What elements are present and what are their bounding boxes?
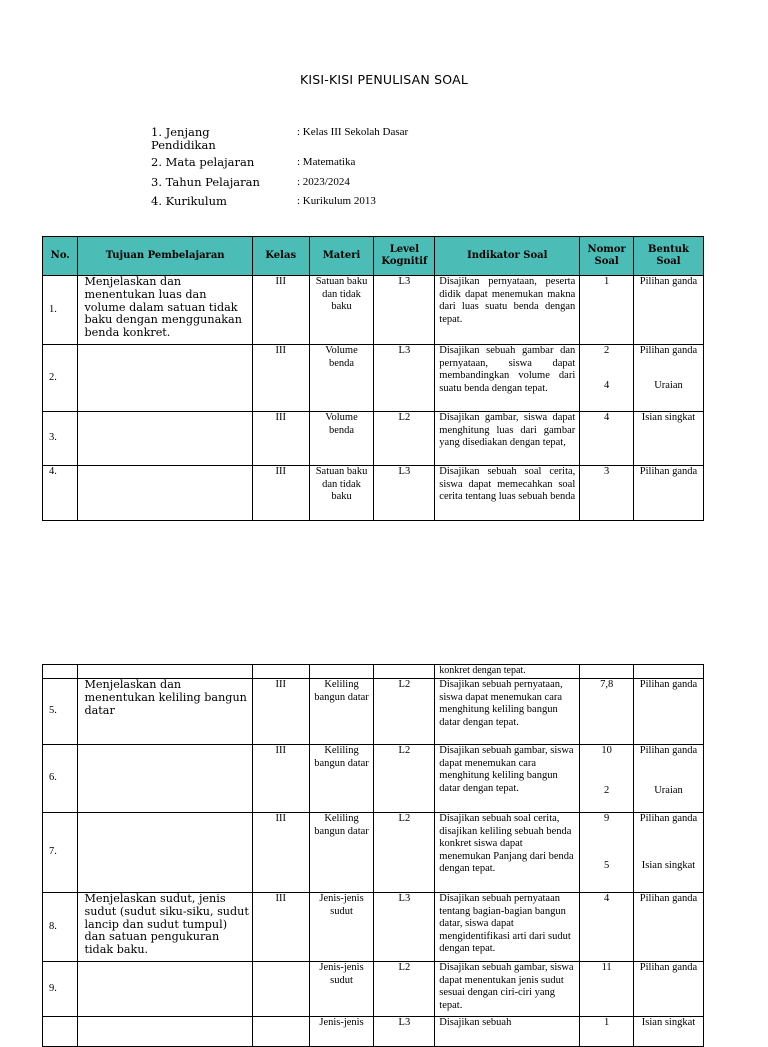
cell-tujuan: [78, 745, 252, 813]
cell-kelas: III: [252, 345, 309, 412]
cell-indikator: Disajikan gambar, siswa dapat menghitung luas dari gambar yang disediakan dengan tepat,: [435, 412, 580, 466]
cell-tujuan: [78, 412, 252, 466]
cell-no: [43, 665, 78, 679]
cell-indikator: Disajikan sebuah soal cerita, siswa dapat memecahkan soal cerita tentang luas sebuah benda: [435, 466, 580, 521]
cell-no: 4.: [43, 466, 78, 521]
cell-bentuk: [633, 345, 703, 412]
bentuk-second: Uraian: [654, 379, 683, 391]
cell-nomor: 11: [580, 962, 634, 1017]
cell-nomor: 1: [580, 1017, 634, 1047]
cell-kelas: III: [252, 745, 309, 813]
cell-indikator: Disajikan sebuah gambar, siswa dapat menemukan cara menghitung keliling bangun datar dengan tepat.: [435, 745, 580, 813]
meta-label: 2. Mata pelajaran: [151, 155, 255, 169]
cell-level: L3: [374, 893, 435, 962]
cell-bentuk: [633, 665, 703, 679]
cell-indikator: Disajikan sebuah gambar dan pernyataan, siswa dapat membandingkan volume dari suatu benda dengan tepat.: [435, 345, 580, 412]
kisi-table-page-1: [42, 236, 704, 521]
cell-bentuk: Pilihan ganda: [633, 679, 703, 745]
cell-kelas: III: [252, 679, 309, 745]
cell-materi: Keliling bangun datar: [309, 745, 374, 813]
cell-kelas: [252, 1017, 309, 1047]
cell-kelas: [252, 962, 309, 1017]
table-row-continued: [43, 665, 704, 679]
cell-indikator: konkret dengan tepat.: [435, 665, 580, 679]
cell-no: 8.: [43, 893, 78, 962]
header-level: Level Kognitif: [374, 237, 435, 276]
cell-level: L2: [374, 813, 435, 893]
header-kelas: Kelas: [252, 237, 309, 276]
cell-materi: Satuan baku dan tidak baku: [309, 466, 374, 521]
meta-value: : 2023/2024: [297, 176, 350, 188]
nomor-second: 5: [604, 859, 610, 871]
cell-kelas: III: [252, 412, 309, 466]
cell-bentuk: Pilihan ganda: [633, 466, 703, 521]
header-no: No.: [43, 237, 78, 276]
header-tujuan: Tujuan Pembelajaran: [78, 237, 252, 276]
cell-materi: Jenis-jenis sudut: [309, 893, 374, 962]
cell-tujuan: [78, 345, 252, 412]
cell-materi: [309, 665, 374, 679]
cell-level: L3: [374, 276, 435, 345]
cell-no: 3.: [43, 412, 78, 466]
cell-kelas: [252, 665, 309, 679]
cell-nomor: 7,8: [580, 679, 634, 745]
cell-materi: Satuan baku dan tidak baku: [309, 276, 374, 345]
cell-no: 2.: [43, 345, 78, 412]
table-row: [43, 893, 704, 962]
cell-kelas: III: [252, 813, 309, 893]
cell-materi: Jenis-jenis sudut: [309, 962, 374, 1017]
meta-label: 3. Tahun Pelajaran: [151, 175, 260, 189]
cell-kelas: III: [252, 466, 309, 521]
table-row: [43, 962, 704, 1017]
cell-tujuan: [78, 665, 252, 679]
cell-no: 1.: [43, 276, 78, 345]
cell-bentuk: [633, 745, 703, 813]
cell-tujuan: Menjelaskan dan menentukan luas dan volume dalam satuan tidak baku dengan menggunakan benda konkret.: [78, 276, 252, 345]
nomor-second: 4: [604, 379, 610, 391]
bentuk-first: Pilihan ganda: [639, 813, 698, 824]
cell-materi: Keliling bangun datar: [309, 679, 374, 745]
cell-materi: Volume benda: [309, 345, 374, 412]
cell-no: 6.: [43, 745, 78, 813]
cell-indikator: Disajikan sebuah pernyataan, siswa dapat menemukan cara menghitung keliling bangun datar dengan tepat.: [435, 679, 580, 745]
cell-nomor: [580, 345, 634, 412]
cell-nomor: 4: [580, 412, 634, 466]
cell-bentuk: Pilihan ganda: [633, 276, 703, 345]
cell-tujuan: [78, 962, 252, 1017]
cell-indikator: Disajikan pernyataan, peserta didik dapat menemukan makna dari luas suatu benda dengan tepat.: [435, 276, 580, 345]
nomor-first: 9: [604, 813, 610, 824]
bentuk-second: Uraian: [654, 784, 683, 796]
cell-level: L3: [374, 345, 435, 412]
table-row: [43, 276, 704, 345]
nomor-first: 10: [601, 745, 612, 756]
cell-no: 7.: [43, 813, 78, 893]
table-row: [43, 345, 704, 412]
header-materi: Materi: [309, 237, 374, 276]
meta-value: : Kelas III Sekolah Dasar: [297, 126, 409, 138]
table-row: [43, 1017, 704, 1047]
cell-level: L2: [374, 412, 435, 466]
cell-tujuan: [78, 466, 252, 521]
header-bentuk: Bentuk Soal: [633, 237, 703, 276]
cell-indikator: Disajikan sebuah pernyataan tentang bagian-bagian bangun datar, siswa dapat mengidentifikasi arti dari sudut dengan tepat.: [435, 893, 580, 962]
meta-label: 1. Jenjang Pendidikan: [151, 125, 216, 152]
cell-indikator: Disajikan sebuah: [435, 1017, 580, 1047]
cell-bentuk: Isian singkat: [633, 412, 703, 466]
document-title: KISI-KISI PENULISAN SOAL: [300, 72, 468, 87]
bentuk-second: Isian singkat: [641, 859, 696, 871]
meta-label: 4. Kurikulum: [151, 194, 227, 208]
cell-kelas: III: [252, 893, 309, 962]
table-row: [43, 745, 704, 813]
cell-level: L2: [374, 962, 435, 1017]
cell-tujuan: [78, 813, 252, 893]
cell-level: [374, 665, 435, 679]
cell-materi: Volume benda: [309, 412, 374, 466]
cell-nomor: [580, 745, 634, 813]
table-header-row: [43, 237, 704, 276]
table-row: [43, 679, 704, 745]
bentuk-first: Pilihan ganda: [639, 345, 698, 356]
cell-bentuk: Pilihan ganda: [633, 962, 703, 1017]
cell-tujuan: Menjelaskan sudut, jenis sudut (sudut siku-siku, sudut lancip dan sudut tumpul) dan satuan pengukuran tidak baku.: [78, 893, 252, 962]
cell-nomor: 1: [580, 276, 634, 345]
cell-no: [43, 1017, 78, 1047]
cell-bentuk: Pilihan ganda: [633, 893, 703, 962]
cell-level: L2: [374, 679, 435, 745]
cell-level: L3: [374, 466, 435, 521]
cell-nomor: 3: [580, 466, 634, 521]
cell-tujuan: Menjelaskan dan menentukan keliling bangun datar: [78, 679, 252, 745]
cell-indikator: Disajikan sebuah soal cerita, disajikan keliling sebuah benda konkret siswa dapat menemukan Panjang dari benda dengan tepat.: [435, 813, 580, 893]
nomor-second: 2: [604, 784, 610, 796]
meta-value: : Matematika: [297, 156, 356, 168]
cell-level: L3: [374, 1017, 435, 1047]
cell-materi: Keliling bangun datar: [309, 813, 374, 893]
cell-level: L2: [374, 745, 435, 813]
header-nomor: Nomor Soal: [580, 237, 634, 276]
cell-bentuk: Isian singkat: [633, 1017, 703, 1047]
bentuk-first: Pilihan ganda: [639, 745, 698, 756]
cell-kelas: III: [252, 276, 309, 345]
meta-value: : Kurikulum 2013: [297, 195, 376, 207]
header-indikator: Indikator Soal: [435, 237, 580, 276]
cell-nomor: 4: [580, 893, 634, 962]
table-row: [43, 466, 704, 521]
cell-bentuk: [633, 813, 703, 893]
table-row: [43, 813, 704, 893]
cell-indikator: Disajikan sebuah gambar, siswa dapat menentukan jenis sudut sesuai dengan ciri-ciri yang tepat.: [435, 962, 580, 1017]
cell-nomor: [580, 665, 634, 679]
cell-no: 9.: [43, 962, 78, 1017]
nomor-first: 2: [604, 345, 610, 356]
cell-nomor: [580, 813, 634, 893]
cell-materi: Jenis-jenis: [309, 1017, 374, 1047]
kisi-table-page-2: [42, 664, 704, 1047]
cell-tujuan: [78, 1017, 252, 1047]
table-row: [43, 412, 704, 466]
cell-no: 5.: [43, 679, 78, 745]
